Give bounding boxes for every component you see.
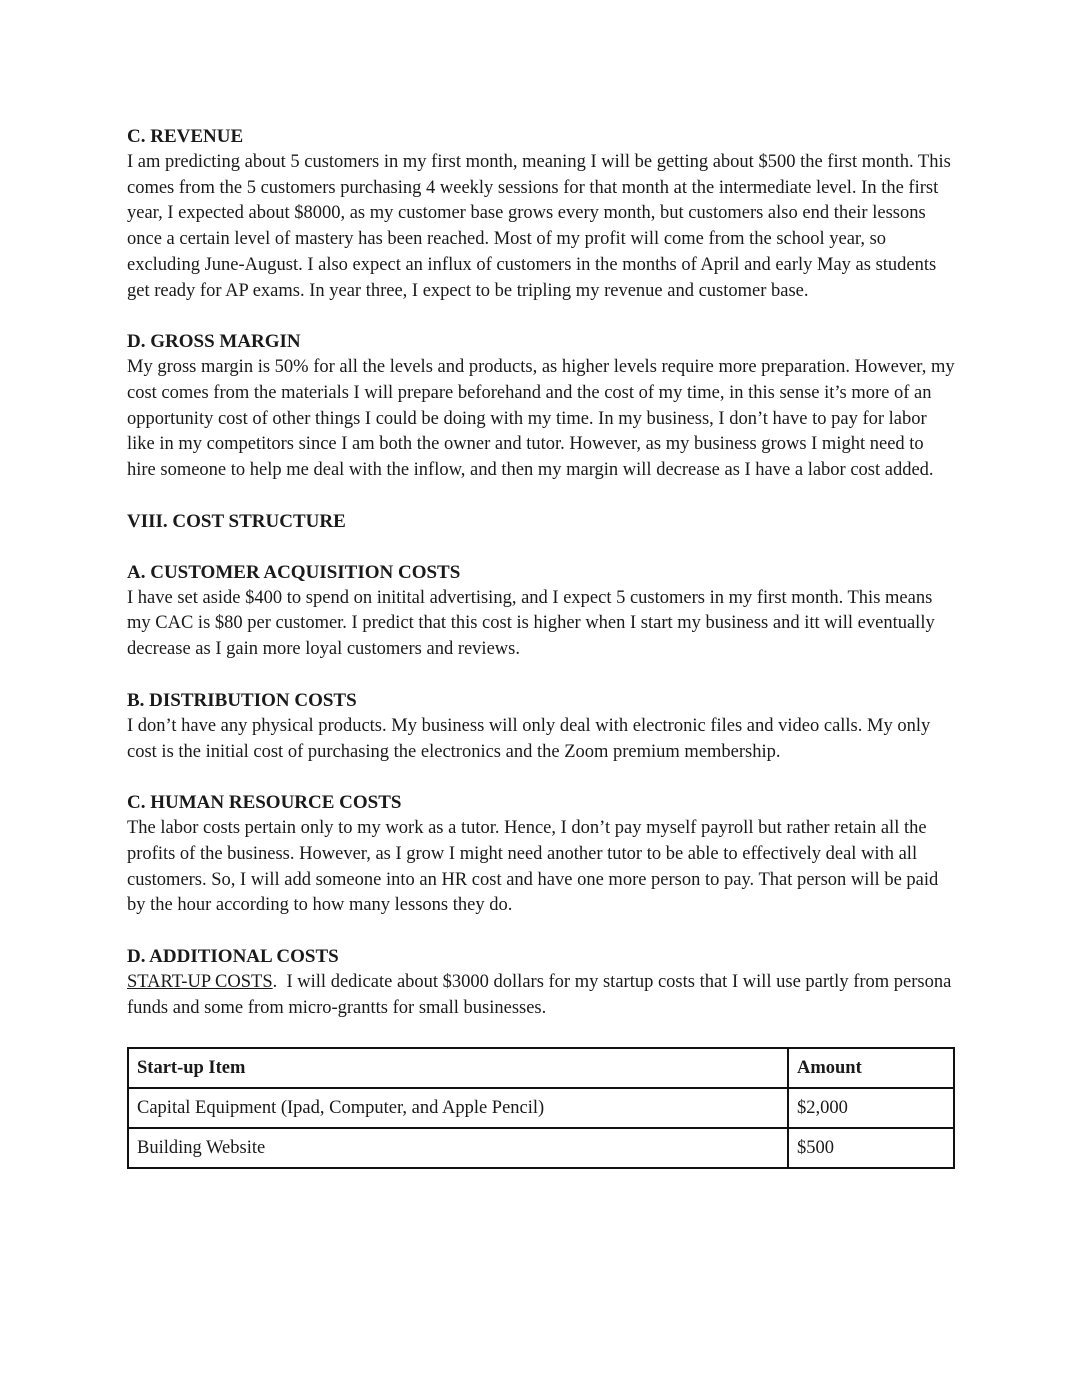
cac-heading: A. CUSTOMER ACQUISITION COSTS xyxy=(127,561,461,583)
table-row xyxy=(128,1088,954,1128)
hr-heading: C. HUMAN RESOURCE COSTS xyxy=(127,792,402,814)
startup-costs-punct: . xyxy=(272,972,278,993)
cell-item: Capital Equipment (Ipad, Computer, and Apple Pencil) xyxy=(128,1088,788,1128)
table-header-row xyxy=(128,1048,954,1088)
startup-costs-text: I will dedicate about $3000 dollars for my startup costs that I will use partly from persona funds and some from micro-grantts for small businesses. xyxy=(127,972,956,1018)
cac-body: I have set aside $400 to spend on initital advertising, and I expect 5 customers in my first month. This means my CAC is $80 per customer. I predict that this cost is higher when I start my business and itt will eventually decrease as I gain more loyal customers and reviews. xyxy=(127,587,935,660)
hr-body: The labor costs pertain only to my work as a tutor. Hence, I don’t pay myself payroll but rather retain all the profits of the business. However, as I grow I might need another tutor to be able to effectively deal with all customers. So, I will add someone into an HR cost and have one more person to pay. That person will be paid by the hour according to how many lessons they do. xyxy=(127,818,939,916)
distribution-heading: B. DISTRIBUTION COSTS xyxy=(127,689,357,711)
cell-amount: $500 xyxy=(788,1128,954,1168)
header-amount: Amount xyxy=(788,1048,954,1088)
cell-item: Building Website xyxy=(128,1128,788,1168)
startup-costs-table xyxy=(127,1047,955,1169)
cost-structure-heading: VIII. COST STRUCTURE xyxy=(127,510,346,532)
revenue-body: I am predicting about 5 customers in my first month, meaning I will be getting about $500 the first month. This comes from the 5 customers purchasing 4 weekly sessions for that month at the intermediate level. In the first year, I expected about $8000, as my customer base grows every month, but customers also end their lessons once a certain level of mastery has been reached. Most of my profit will come from the school year, so excluding June-August. I also expect an influx of customers in the months of April and early May as students get ready for AP exams. In year three, I expect to be tripling my revenue and customer base. xyxy=(127,152,951,301)
table-row xyxy=(128,1128,954,1168)
additional-costs-body xyxy=(127,970,957,1021)
document-page xyxy=(127,124,957,1169)
distribution-body: I don’t have any physical products. My business will only deal with electronic files and video calls. My only cost is the initial cost of purchasing the electronics and the Zoom premium membership. xyxy=(127,715,931,762)
header-startup-item: Start-up Item xyxy=(128,1048,788,1088)
revenue-heading: C. REVENUE xyxy=(127,126,244,147)
gross-margin-heading: D. GROSS MARGIN xyxy=(127,331,301,353)
cell-amount: $2,000 xyxy=(788,1088,954,1128)
gross-margin-body: My gross margin is 50% for all the levels and products, as higher levels require more preparation. However, my cost comes from the materials I will prepare beforehand and the cost of my time, in this sense it’s more of an opportunity cost of other things I could be doing with my time. In my business, I don’t have to pay for labor like in my competitors since I am both the owner and tutor. However, as my business grows I might need to hire someone to help me deal with the inflow, and then my margin will decrease as I have a labor cost added. xyxy=(127,357,955,481)
additional-costs-heading: D. ADDITIONAL COSTS xyxy=(127,946,339,968)
startup-costs-label: START-UP COSTS xyxy=(127,972,273,993)
